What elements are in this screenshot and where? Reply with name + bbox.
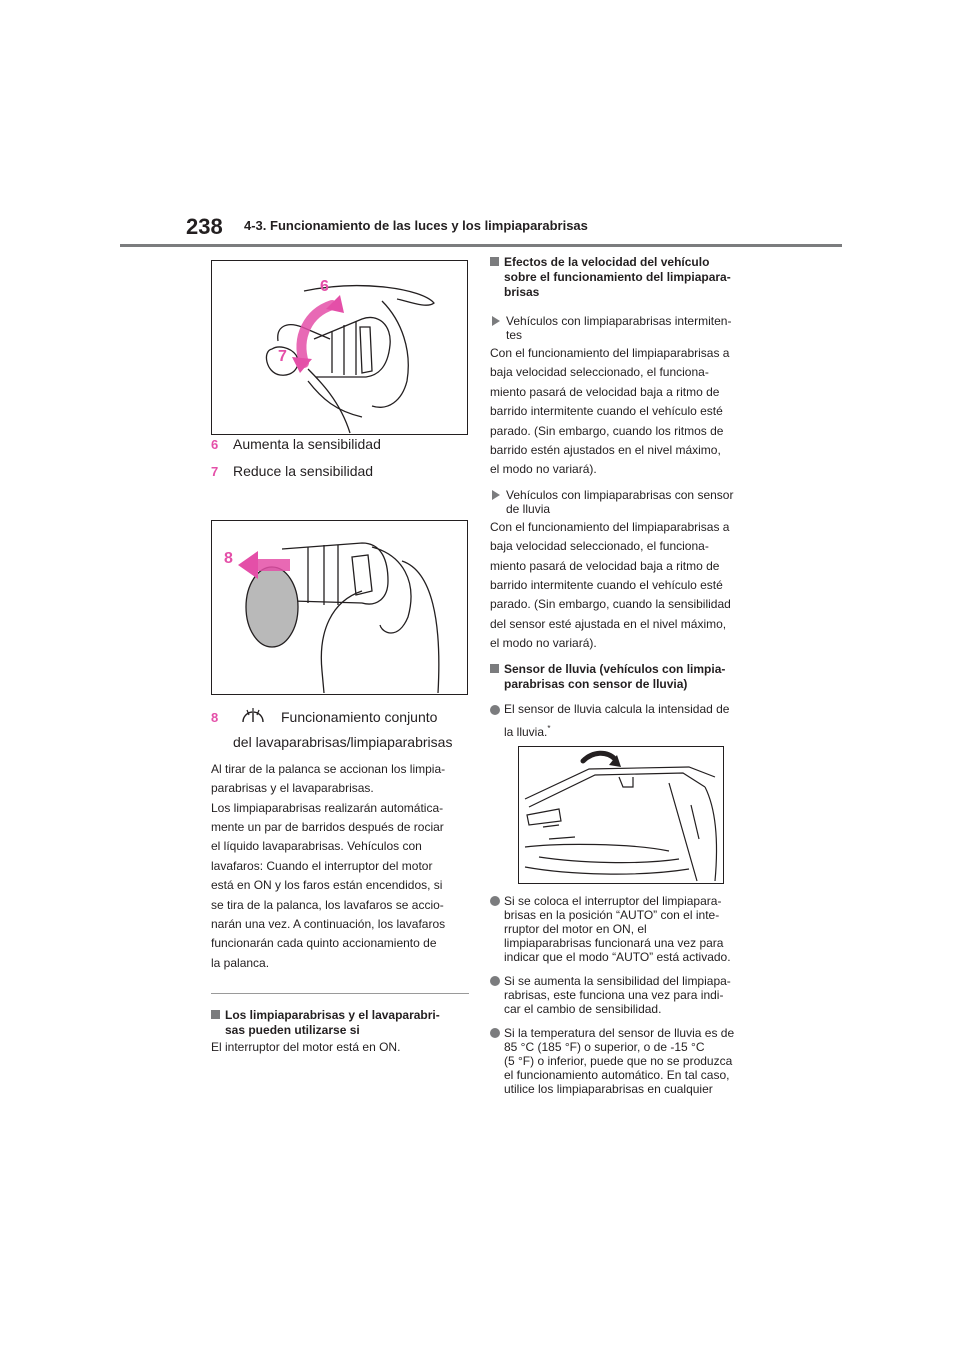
bullet-item (490, 974, 752, 1016)
title-line: sas pueden utilizarse si (225, 1023, 360, 1038)
bullet-line: utilice los limpiaparabrisas en cualquier (504, 1081, 713, 1096)
section-divider (211, 993, 469, 994)
title-line: Efectos de la velocidad del vehículo (504, 255, 710, 269)
list-item-8 (211, 705, 469, 754)
header-rule (120, 244, 842, 247)
item-text: Reduce la sensibilidad (233, 463, 374, 480)
bullet-line: Si la temperatura del sensor de lluvia es de (504, 1025, 735, 1040)
right-column (490, 255, 752, 1096)
subsection-body (490, 518, 752, 654)
text-line: barrido estén ajustados en el nivel máximo, (490, 443, 721, 458)
square-bullet-icon (211, 1010, 220, 1019)
text-line: lavafaros: Cuando el interruptor del motor (211, 858, 433, 873)
text-line: Al tirar de la palanca se accionan los limpia- (211, 761, 446, 776)
text-line: parado. (Sin embargo, cuando la sensibilidad (490, 597, 731, 612)
section-title-speed (490, 255, 752, 300)
page-number: 238 (186, 214, 223, 239)
text-line: el líquido lavaparabrisas. Vehículos con (211, 839, 422, 854)
circle-bullet-icon (490, 1028, 500, 1038)
text-line: narán una vez. A continuación, los lavafaros (211, 917, 446, 932)
item-text: Aumenta la sensibilidad (233, 436, 381, 452)
item-number: 8 (211, 709, 219, 725)
wiper-washer-icon (241, 707, 265, 725)
title-line: Los limpiaparabrisas y el lavaparabri- (225, 1008, 440, 1023)
text-line: parado. (Sin embargo, cuando los ritmos de (490, 423, 724, 438)
subsection-line: de lluvia (506, 501, 551, 516)
text-line: parabrisas y el lavaparabrisas. (211, 781, 374, 796)
text-line: mente un par de barridos después de rociar (211, 820, 444, 835)
text-line: baja velocidad seleccionado, el funciona- (490, 365, 709, 380)
section-header: 4-3. Funcionamiento de las luces y los limpiaparabrisas (244, 218, 588, 233)
text-line: baja velocidad seleccionado, el funciona- (490, 539, 709, 554)
bullet-line: Si se coloca el interruptor del limpiapara- (504, 893, 722, 908)
subsection-body (490, 344, 752, 480)
subsection-line: Vehículos con limpiaparabrisas intermiten- (506, 314, 732, 328)
subsection-line: Vehículos con limpiaparabrisas con sensor (506, 487, 734, 502)
callout-8: 8 (224, 549, 233, 567)
bullet-line: limpiaparabrisas funcionará una vez para (504, 935, 724, 950)
triangle-bullet-icon (492, 316, 500, 326)
subsection-intermittent (490, 314, 752, 342)
text-line: del sensor esté ajustada en el nivel máximo, (490, 616, 727, 631)
left-body-text (211, 760, 469, 973)
callout-7: 7 (278, 348, 287, 365)
text-line: barrido intermitente cuando el vehículo esté (490, 404, 723, 419)
subsection-rain-sensor (490, 488, 752, 516)
square-bullet-icon (490, 257, 499, 266)
section-title-usage (211, 1008, 469, 1038)
title-line: brisas (504, 285, 540, 299)
list-item-6 (211, 435, 469, 454)
text-line: Con el funcionamiento del limpiaparabrisas a (490, 346, 730, 360)
callout-6: 6 (320, 278, 329, 295)
bullet-line: Si se aumenta la sensibilidad del limpiapa- (504, 973, 731, 988)
triangle-bullet-icon (492, 490, 500, 500)
bullet-item (490, 894, 752, 964)
text-line: Los limpiaparabrisas realizarán automática- (211, 800, 444, 815)
lever-sensitivity-illustration (211, 260, 468, 435)
text-line: miento pasará de velocidad baja a ritmo de (490, 558, 720, 573)
list-item-7 (211, 462, 469, 481)
car-windshield-drawing (519, 747, 723, 883)
circle-bullet-icon (490, 976, 500, 986)
left-column (211, 260, 469, 1058)
item-text-line2: del lavaparabrisas/limpiaparabrisas (233, 733, 453, 750)
lever-hand-drawing (212, 261, 467, 434)
square-bullet-icon (490, 664, 499, 673)
section-title-rain-sensor (490, 662, 752, 692)
title-line: Sensor de lluvia (vehículos con limpia- (504, 661, 726, 676)
item-text-line1: Funcionamiento conjunto (281, 708, 438, 725)
windshield-rain-sensor-illustration (518, 746, 724, 884)
bullet-line: rruptor del motor en ON, el (504, 921, 647, 936)
lever-pull-drawing (212, 521, 467, 694)
title-line: parabrisas con sensor de lluvia) (504, 676, 688, 691)
text-line: el modo no variará). (490, 636, 597, 651)
item-number: 7 (211, 464, 219, 480)
bullet-line: (5 °F) o inferior, puede que no se produzca (504, 1053, 733, 1068)
bullet-line: rabrisas, este funciona una vez para indi- (504, 987, 724, 1002)
bullet-line: El sensor de lluvia calcula la intensidad de (504, 701, 730, 716)
section-body: El interruptor del motor está en ON. (211, 1040, 401, 1055)
bullet-line: el funcionamiento automático. En tal caso, (504, 1067, 730, 1082)
text-line: se tira de la palanca, los lavafaros se accio- (211, 897, 444, 912)
text-line: miento pasará de velocidad baja a ritmo de (490, 384, 720, 399)
title-line: sobre el funcionamiento del limpiapara- (504, 270, 731, 284)
circle-bullet-icon (490, 896, 500, 906)
bullet-line: brisas en la posición “AUTO” con el inte- (504, 907, 720, 922)
bullet-line: car el cambio de sensibilidad. (504, 1001, 662, 1016)
subsection-line: tes (506, 328, 523, 342)
bullet-line: la lluvia. (504, 724, 548, 739)
lever-pull-illustration (211, 520, 468, 695)
text-line: Con el funcionamiento del limpiaparabrisas a (490, 519, 730, 534)
text-line: barrido intermitente cuando el vehículo esté (490, 578, 723, 593)
bullet-item (490, 700, 752, 742)
bullet-line: 85 °C (185 °F) o superior, o de -15 °C (504, 1039, 705, 1054)
bullet-item (490, 1026, 752, 1096)
text-line: el modo no variará). (490, 462, 597, 477)
footnote-mark: * (547, 723, 551, 733)
bullet-line-with-mark (504, 719, 752, 742)
text-line: funcionarán cada quinto accionamiento de (211, 936, 437, 951)
text-line: la palanca. (211, 955, 270, 970)
text-line: está en ON y los faros están encendidos, si (211, 878, 443, 893)
circle-bullet-icon (490, 705, 500, 715)
bullet-line: indicar que el modo “AUTO” está activado. (504, 949, 731, 964)
item-number: 6 (211, 437, 219, 452)
